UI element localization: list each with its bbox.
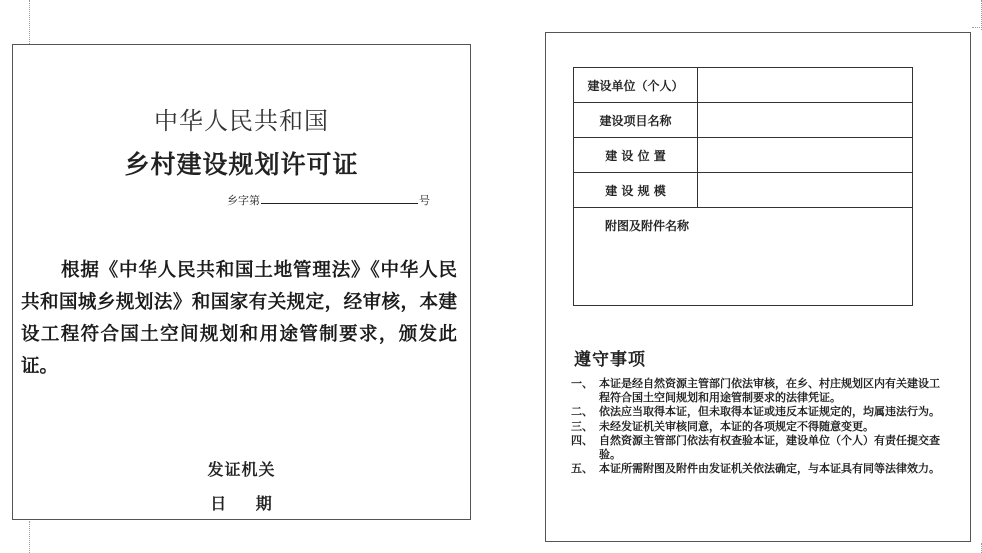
permit-detail-page bbox=[545, 32, 971, 542]
table-row bbox=[574, 138, 913, 173]
list-item bbox=[571, 420, 949, 434]
page-guide-mark bbox=[29, 521, 30, 553]
notice-number: 二、 bbox=[571, 405, 593, 418]
builder-label: 建设单位（个人） bbox=[574, 68, 698, 103]
list-item bbox=[571, 377, 949, 404]
notice-number: 四、 bbox=[571, 434, 593, 447]
notice-text: 未经发证机关审核同意，本证的各项规定不得随意变更。 bbox=[599, 419, 874, 433]
project-name-label: 建设项目名称 bbox=[574, 103, 698, 138]
notice-text: 依法应当取得本证，但未取得本证或违反本证规定的，均属违法行为。 bbox=[599, 405, 940, 418]
list-item bbox=[571, 462, 949, 476]
list-item bbox=[571, 405, 949, 419]
page-guide-mark bbox=[29, 0, 30, 44]
permit-title: 乡村建设规划许可证 bbox=[124, 150, 359, 179]
table-row bbox=[574, 208, 913, 306]
serial-prefix: 乡字第 bbox=[227, 194, 260, 207]
table-row bbox=[574, 68, 913, 103]
project-name-value-cell[interactable] bbox=[698, 103, 913, 138]
attachments-cell[interactable] bbox=[574, 208, 913, 306]
scale-value-cell[interactable] bbox=[698, 173, 913, 208]
issue-date-label: 日 期 bbox=[210, 494, 273, 513]
location-value-cell[interactable] bbox=[698, 138, 913, 173]
serial-blank-line[interactable] bbox=[261, 193, 418, 204]
page-guide-mark bbox=[972, 27, 982, 28]
builder-value-cell[interactable] bbox=[698, 68, 913, 103]
permit-cover-page bbox=[12, 44, 471, 520]
notice-text: 本证是经自然资源主管部门依法审核，在乡、村庄规划区内有关建设工程符合国土空间规划和用途管制要求的法律凭证。 bbox=[599, 377, 940, 404]
location-label: 建 设 位 置 bbox=[574, 138, 698, 173]
notice-number: 五、 bbox=[571, 462, 593, 475]
notice-number: 一、 bbox=[571, 377, 593, 390]
notice-text: 自然资源主管部门依法有权查验本证，建设单位（个人）有责任提交查验。 bbox=[599, 434, 940, 461]
table-row bbox=[574, 173, 913, 208]
country-name: 中华人民共和国 bbox=[154, 107, 329, 135]
serial-number-field[interactable] bbox=[227, 192, 430, 208]
notice-list bbox=[571, 377, 949, 477]
notice-heading: 遵守事项 bbox=[574, 350, 646, 370]
project-info-table bbox=[573, 67, 913, 306]
permit-body-text: 根据《中华人民共和国土地管理法》《中华人民共和国城乡规划法》和国家有关规定，经审核，本建设工程符合国土空间规划和用途管制要求，颁发此证。 bbox=[21, 260, 457, 377]
scale-label: 建 设 规 模 bbox=[574, 173, 698, 208]
notice-number: 三、 bbox=[571, 419, 593, 433]
attachments-label: 附图及附件名称 bbox=[605, 219, 690, 233]
issuing-authority-label: 发证机关 bbox=[207, 460, 276, 479]
list-item bbox=[571, 434, 949, 461]
serial-suffix: 号 bbox=[419, 194, 430, 207]
table-row bbox=[574, 103, 913, 138]
notice-text: 本证所需附图及附件由发证机关依法确定，与本证具有同等法律效力。 bbox=[599, 462, 940, 475]
